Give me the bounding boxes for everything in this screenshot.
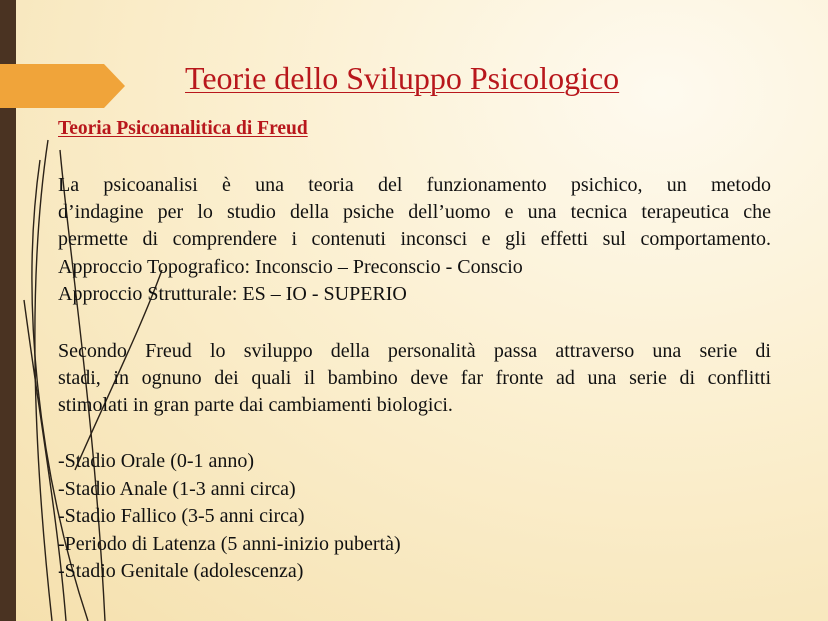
orange-arrow-tab xyxy=(0,64,125,108)
paragraph-line: Secondo Freud lo sviluppo della personalità passa attraverso una serie di xyxy=(58,340,771,362)
structural-approach: Approccio Strutturale: ES – IO - SUPERIO xyxy=(58,283,407,305)
paragraph-line: d’indagine per lo studio della psiche dell’uomo e una tecnica terapeutica che xyxy=(58,201,771,223)
paragraph-line: stadi, in ognuno dei quali il bambino deve far fronte ad una serie di conflitti xyxy=(58,367,771,389)
paragraph-line: stimolati in gran parte dai cambiamenti biologici. xyxy=(58,394,453,416)
intro-paragraph xyxy=(58,172,771,253)
section-subtitle: Teoria Psicoanalitica di Freud xyxy=(58,118,308,139)
slide-title: Teorie dello Sviluppo Psicologico xyxy=(185,60,620,96)
paragraph-line: La psicoanalisi è una teoria del funzionamento psichico, un metodo xyxy=(58,174,771,196)
list-item: -Stadio Genitale (adolescenza) xyxy=(58,560,304,582)
stages-list xyxy=(58,448,401,586)
paragraph-line: permette di comprendere i contenuti inconsci e gli effetti sul comportamento. xyxy=(58,228,771,250)
list-item: -Stadio Orale (0-1 anno) xyxy=(58,450,255,472)
list-item: -Periodo di Latenza (5 anni-inizio pubertà) xyxy=(58,532,401,555)
list-item: -Stadio Anale (1-3 anni circa) xyxy=(58,477,296,500)
topographic-approach: Approccio Topografico: Inconscio – Preconscio - Conscio xyxy=(58,256,523,278)
list-item: -Stadio Fallico (3-5 anni circa) xyxy=(58,505,305,527)
development-paragraph xyxy=(58,338,771,419)
